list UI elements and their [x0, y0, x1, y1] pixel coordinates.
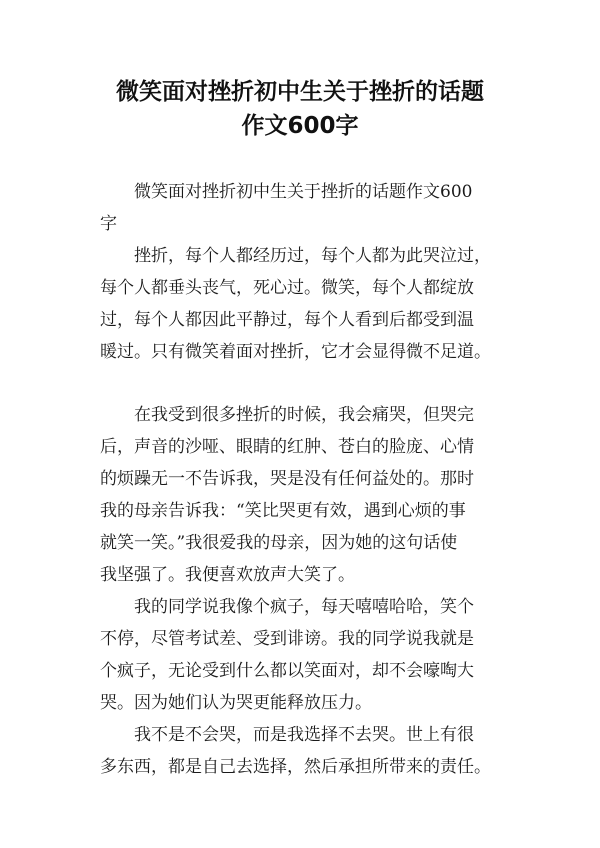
document-title-line-1: 微笑面对挫折初中生关于挫折的话题	[116, 79, 484, 105]
text-line: 哭。因为她们认为哭更能释放压力。	[100, 693, 372, 713]
text-line: 过，每个人都因此平静过，每个人看到后都受到温	[100, 310, 474, 330]
text-line: 挫折，每个人都经历过，每个人都为此哭泣过，	[134, 246, 491, 266]
text-line: 字	[100, 214, 117, 234]
text-line: 后，声音的沙哑、眼睛的红肿、苍白的脸庞、心情	[100, 437, 474, 457]
text-line: 我的母亲告诉我：“笑比哭更有效，遇到心烦的事	[100, 501, 466, 521]
text-line: 不停，尽管考试差、受到诽谤。我的同学说我就是	[100, 629, 474, 649]
text-line: 多东西，都是自己去选择，然后承担所带来的责任。	[100, 757, 491, 777]
document-title-line-2: 作文600字	[241, 113, 359, 139]
text-line: 我的同学说我像个疯子，每天嘻嘻哈哈，笑个	[134, 597, 474, 617]
text-line: 暖过。只有微笑着面对挫折，它才会显得微不足道。	[100, 342, 491, 362]
text-line: 的烦躁无一不告诉我，哭是没有任何益处的。那时	[100, 469, 474, 489]
text-line: 个疯子，无论受到什么都以笑面对，却不会嚎啕大	[100, 661, 474, 681]
text-line: 就笑一笑。”我很爱我的母亲，因为她的这句话使	[100, 533, 458, 553]
text-line: 我不是不会哭，而是我选择不去哭。世上有很	[134, 725, 474, 745]
text-line: 微笑面对挫折初中生关于挫折的话题作文600	[134, 182, 473, 202]
text-line: 在我受到很多挫折的时候，我会痛哭，但哭完	[134, 405, 474, 425]
text-line: 每个人都垂头丧气，死心过。微笑，每个人都绽放	[100, 278, 474, 298]
text-line: 我坚强了。我便喜欢放声大笑了。	[100, 565, 355, 585]
